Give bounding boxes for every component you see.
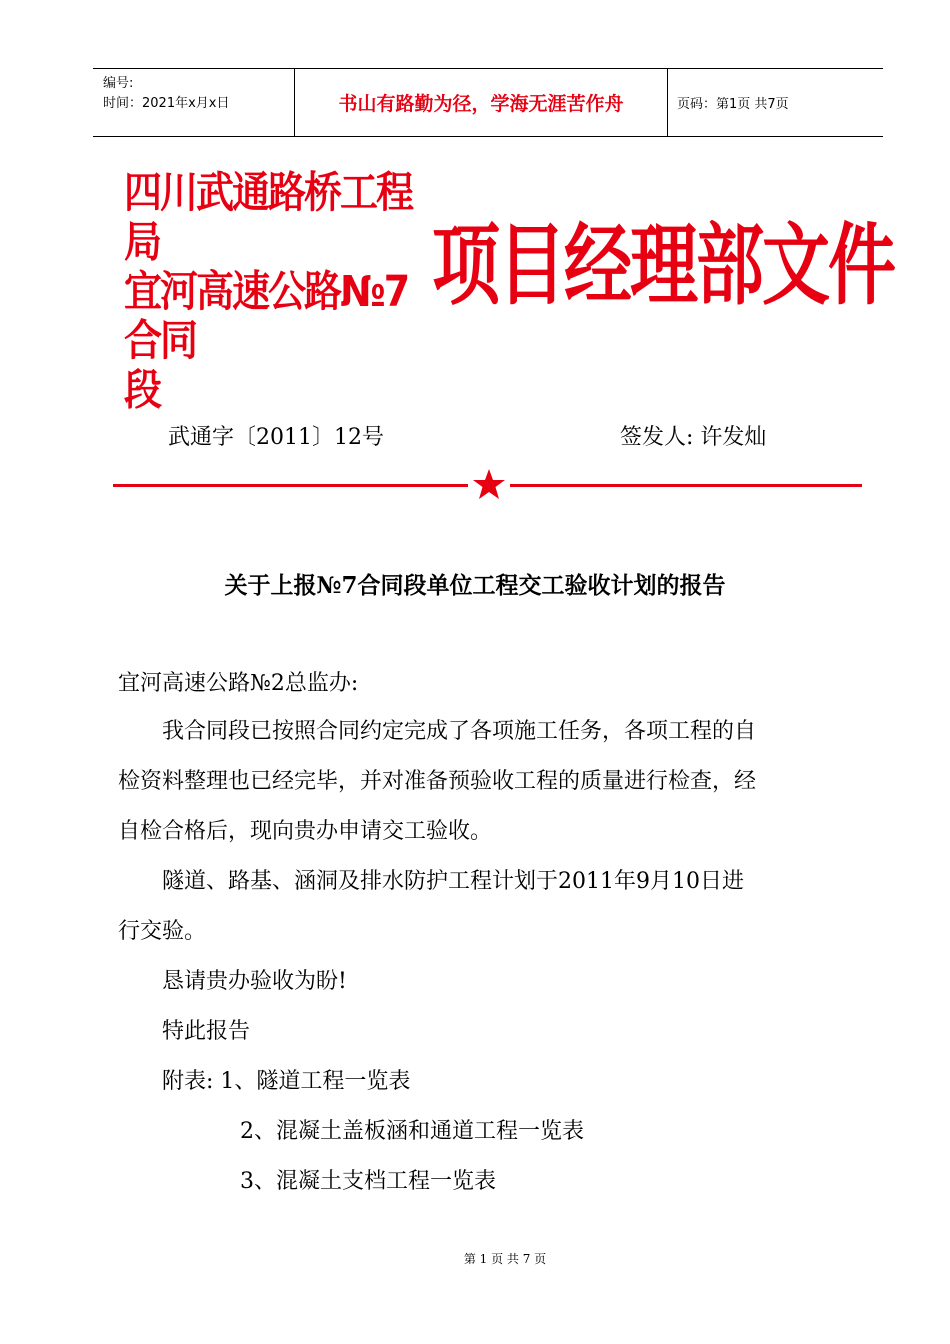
body-line: 自检合格后，现向贵办申请交工验收。 [118,819,493,844]
header-page-label: 页码：第1页 共7页 [677,97,789,112]
star-icon [472,467,506,501]
org-line-2: 宜河高速公路№7 合同 [124,266,409,366]
time-label: 时间：2021年x月x日 [103,96,230,111]
organization-name [124,168,424,414]
body-line: 行交验。 [118,919,207,944]
page-header-table [93,68,883,137]
org-line-1: 四川武通路桥工程局 [124,168,413,267]
signer: 签发人: 许发灿 [620,425,767,450]
request-line: 恳请贵办验收为盼! [162,969,347,994]
page-footer: 第 1 页 共 7 页 [463,1252,547,1266]
red-rule-right [510,484,862,487]
number-label: 编号: [103,76,134,91]
header-motto: 书山有路勤为径，学海无涯苦作舟 [295,69,668,136]
body-line: 检资料整理也已经完毕，并对准备预验收工程的质量进行检查，经 [118,769,757,794]
body-line: 我合同段已按照合同约定完成了各项施工任务，各项工程的自 [162,719,757,744]
red-rule-left [113,484,468,487]
org-line-3: 段 [124,365,161,415]
attachment-item: 3、混凝土支档工程一览表 [240,1169,496,1194]
attachment-item: 附表: 1、隧道工程一览表 [162,1069,411,1094]
document-number: 武通字〔2011〕12号 [168,425,384,450]
document-type-title: 项目经理部文件 [432,215,895,319]
header-info-cell [93,69,295,136]
addressee: 宜河高速公路№2总监办: [118,671,359,696]
closing-line: 特此报告 [162,1019,251,1044]
attachment-item: 2、混凝土盖板涵和通道工程一览表 [240,1119,584,1144]
report-title: 关于上报№7合同段单位工程交工验收计划的报告 [224,572,726,599]
body-line: 隧道、路基、涵洞及排水防护工程计划于2011年9月10日进 [162,869,744,894]
